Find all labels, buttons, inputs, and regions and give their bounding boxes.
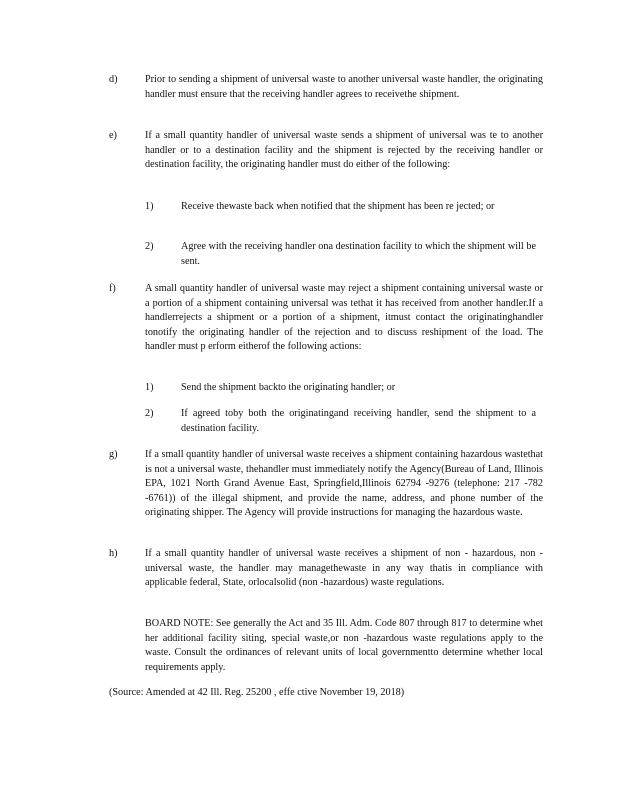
subitem-text: If agreed toby both the originatingand receiving handler, send the shipment to a destination facility. (181, 408, 536, 434)
board-note: BOARD NOTE: See generally the Act and 35 Ill. Adm. Code 807 through 817 to determine whet her additional facility siting, special waste,or non -hazardous waste regulations apply to the waste. Consult the ordinances of relevant units of local governmentto determine whether local requirements apply. (145, 618, 543, 673)
subitem-label: 1) (145, 382, 154, 393)
subsection-text: If a small quantity handler of universal waste receives a shipment containing hazardous wastethat is not a universal waste, thehandler must immediately notify the Agency(Bureau of Land, Illinois EPA, 1021 North Grand Avenue East, Springfield,Illinois 62794 -9276 (telephone: 217 -782 -6761)) of the illegal shipment, and provide the name, address, and phone number of the originating shipper. The Agency will provide instructions for managing the hazardous waste. (145, 449, 543, 518)
subsection-g (109, 448, 549, 521)
subsection-label: h) (109, 548, 118, 559)
subsection-label: f) (109, 283, 116, 294)
subsection-text: Prior to sending a shipment of universal waste to another universal waste handler, the originating handler must ensure that the receiving handler agrees to receivethe shipment. (145, 74, 543, 100)
subitem-text: Send the shipment backto the originating handler; or (181, 382, 396, 393)
subitem-label: 2) (145, 408, 154, 419)
subitem-e-1 (145, 200, 545, 215)
subsection-h (109, 547, 549, 591)
source-note: (Source: Amended at 42 Ill. Reg. 25200 , effe ctive November 19, 2018) (109, 687, 405, 698)
subitem-label: 2) (145, 241, 154, 252)
subsection-label: e) (109, 130, 117, 141)
subitem-f-1 (145, 381, 545, 396)
subsection-e (109, 129, 549, 173)
subsection-label: d) (109, 74, 118, 85)
subsection-text: If a small quantity handler of universal waste receives a shipment of non - hazardous, non -universal waste, the handler may managethewaste in any way thatis in compliance with applicable federal, State, orlocalsolid (non -hazardous) waste regulations. (145, 548, 543, 588)
subsection-label: g) (109, 449, 118, 460)
subitem-f-2 (145, 407, 545, 436)
subsection-text: If a small quantity handler of universal waste sends a shipment of universal was te to another handler or to a destination facility and the shipment is rejected by the receiving handler or destination facility, the originating handler must do either of the following: (145, 130, 543, 170)
subitem-text: Receive thewaste back when notified that the shipment has been re jected; or (181, 201, 495, 212)
subitem-e-2 (145, 240, 545, 269)
subsection-text: A small quantity handler of universal waste may reject a shipment containing universal waste or a portion of a shipment containing universal was tethat it has received from another handler.If a handlerrejects a shipment or a portion of a shipment, itmust contact the originatinghandler tonotify the originating handler of the rejection and to discuss reshipment of the load. The handler must p erform eitherof the following actions: (145, 283, 543, 352)
subsection-d (109, 73, 549, 102)
subitem-label: 1) (145, 201, 154, 212)
subitem-text: Agree with the receiving handler ona destination facility to which the shipment will be sent. (181, 241, 536, 267)
subsection-f (109, 282, 549, 355)
